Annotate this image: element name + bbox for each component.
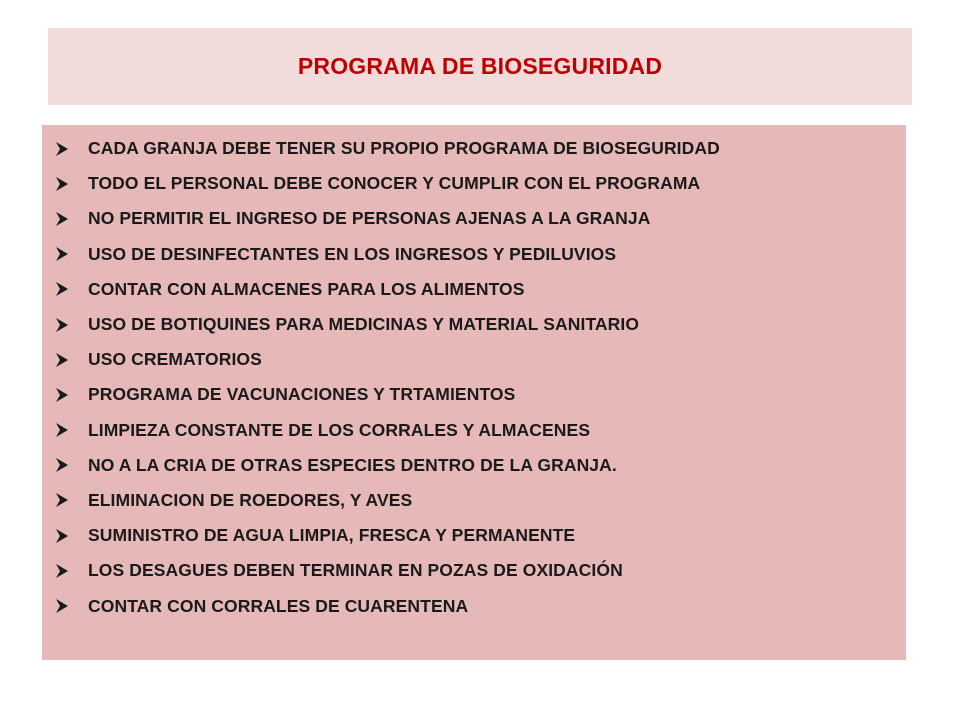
list-item bbox=[42, 483, 906, 518]
list-item bbox=[42, 413, 906, 448]
list-item bbox=[42, 448, 906, 483]
list-item bbox=[42, 166, 906, 201]
arrowhead-bullet-icon bbox=[54, 457, 70, 473]
bullet-text: LOS DESAGUES DEBEN TERMINAR EN POZAS DE OXIDACIÓN bbox=[88, 560, 623, 581]
arrowhead-bullet-icon bbox=[54, 176, 70, 192]
list-item bbox=[42, 272, 906, 307]
list-item bbox=[42, 131, 906, 166]
arrowhead-bullet-icon bbox=[54, 492, 70, 508]
arrowhead-bullet-icon bbox=[54, 211, 70, 227]
arrowhead-bullet-icon bbox=[54, 281, 70, 297]
arrowhead-bullet-icon bbox=[54, 246, 70, 262]
bullet-text: NO A LA CRIA DE OTRAS ESPECIES DENTRO DE LA GRANJA. bbox=[88, 454, 617, 475]
list-item bbox=[42, 201, 906, 236]
list-item bbox=[42, 307, 906, 342]
bullet-text: ELIMINACION DE ROEDORES, Y AVES bbox=[88, 489, 413, 510]
bullet-text: PROGRAMA DE VACUNACIONES Y TRTAMIENTOS bbox=[88, 384, 516, 405]
arrowhead-bullet-icon bbox=[54, 563, 70, 579]
list-item bbox=[42, 588, 906, 623]
bullet-text: CONTAR CON ALMACENES PARA LOS ALIMENTOS bbox=[88, 278, 525, 299]
bullet-text: NO PERMITIR EL INGRESO DE PERSONAS AJENAS A LA GRANJA bbox=[88, 208, 651, 229]
bullet-text: USO CREMATORIOS bbox=[88, 349, 262, 370]
bullet-text: USO DE BOTIQUINES PARA MEDICINAS Y MATERIAL SANITARIO bbox=[88, 314, 640, 335]
list-item bbox=[42, 377, 906, 412]
list-item bbox=[42, 553, 906, 588]
list-item bbox=[42, 342, 906, 377]
arrowhead-bullet-icon bbox=[54, 317, 70, 333]
list-item bbox=[42, 518, 906, 553]
arrowhead-bullet-icon bbox=[54, 387, 70, 403]
title-box bbox=[48, 28, 912, 105]
arrowhead-bullet-icon bbox=[54, 598, 70, 614]
arrowhead-bullet-icon bbox=[54, 422, 70, 438]
arrowhead-bullet-icon bbox=[54, 528, 70, 544]
bullet-list bbox=[42, 131, 906, 624]
arrowhead-bullet-icon bbox=[54, 141, 70, 157]
bullet-text: LIMPIEZA CONSTANTE DE LOS CORRALES Y ALMACENES bbox=[88, 419, 591, 440]
content-box bbox=[42, 125, 906, 660]
bullet-text: TODO EL PERSONAL DEBE CONOCER Y CUMPLIR CON EL PROGRAMA bbox=[88, 173, 701, 194]
bullet-text: CONTAR CON CORRALES DE CUARENTENA bbox=[88, 595, 469, 616]
bullet-text: USO DE DESINFECTANTES EN LOS INGRESOS Y PEDILUVIOS bbox=[88, 243, 617, 264]
list-item bbox=[42, 237, 906, 272]
bullet-text: CADA GRANJA DEBE TENER SU PROPIO PROGRAMA DE BIOSEGURIDAD bbox=[88, 138, 720, 159]
slide-title: PROGRAMA DE BIOSEGURIDAD bbox=[297, 53, 663, 79]
arrowhead-bullet-icon bbox=[54, 352, 70, 368]
bullet-text: SUMINISTRO DE AGUA LIMPIA, FRESCA Y PERMANENTE bbox=[88, 525, 576, 546]
